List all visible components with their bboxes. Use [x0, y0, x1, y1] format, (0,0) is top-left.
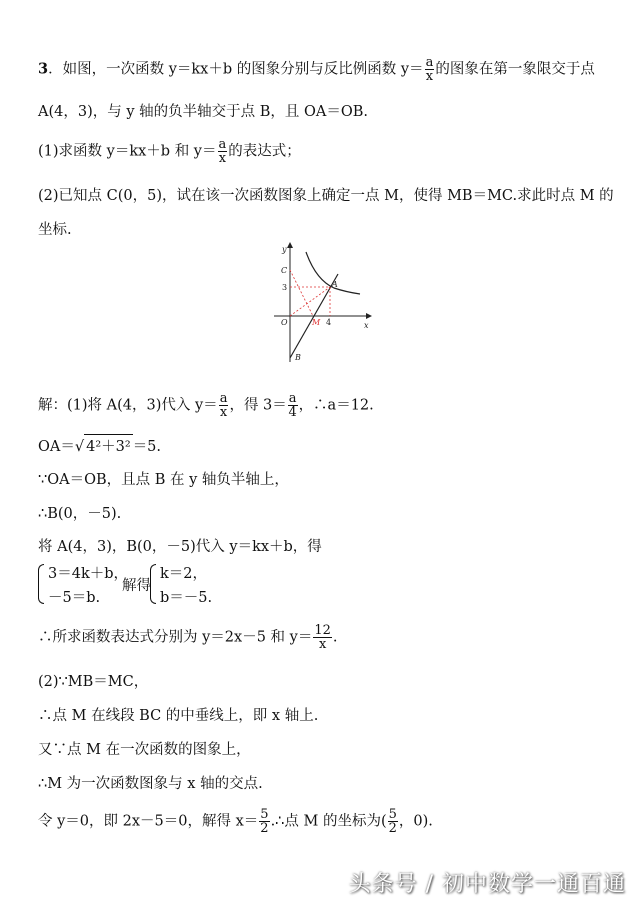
sqrt-expression: 4²＋3²: [84, 434, 133, 456]
solution-line-1: 解：(1)将 A(4，3)代入 y＝ $\frac{a}{x}$ ，得 3＝ $\frac{a}{4}$ ，∴a＝12.: [38, 391, 374, 420]
problem-line-1: 3．如图，一次函数 y＝kx＋b 的图象分别与反比例函数 y＝ $\frac{a}{x}$ 的图象在第一象限交于点: [38, 55, 595, 84]
left-brace: [38, 564, 44, 604]
dashed-segment-CM: [290, 270, 313, 316]
label-y: y: [282, 245, 287, 254]
label-3: 3: [282, 283, 288, 292]
solution-line-11: 令 y＝0，即 2x－5＝0，解得 x＝ $\frac{5}{2}$ .∴点 M 的坐标为( $\frac{5}{2}$ ，0).: [38, 807, 433, 836]
problem-line-2: A(4，3)，与 y 轴的负半轴交于点 B，且 OA＝OB.: [38, 104, 369, 120]
label-C: C: [281, 266, 288, 275]
label-4: 4: [326, 318, 332, 327]
solution-line-8: ∴点 M 在线段 BC 的中垂线上，即 x 轴上.: [38, 708, 319, 724]
solution-line-2: OA＝√ 4²＋3² ＝5.: [38, 434, 161, 456]
system2-line2: b＝－5.: [160, 590, 213, 606]
label-A: A: [332, 280, 338, 289]
system1-line1: 3＝4k＋b，: [48, 566, 129, 582]
x-axis-arrow: [366, 313, 372, 319]
fraction: $\frac{a}{4}$: [288, 391, 297, 420]
solution-line-7: (2)∵MB＝MC，: [38, 674, 149, 690]
y-axis-arrow: [287, 242, 293, 248]
fraction: $\frac{a}{x}$: [218, 137, 227, 166]
label-O: O: [281, 318, 288, 327]
fraction: $\frac{12}{x}$: [314, 623, 331, 652]
fraction: $\frac{a}{x}$: [219, 391, 228, 420]
label-B: B: [295, 353, 301, 362]
solution-line-3: ∵OA＝OB，且点 B 在 y 轴负半轴上，: [38, 472, 289, 488]
fraction: $\frac{5}{2}$: [388, 807, 397, 836]
system2-line1: k＝2，: [160, 566, 208, 582]
solve-label: 解得: [122, 578, 151, 594]
label-M: M: [312, 318, 321, 327]
solution-line-10: ∴M 为一次函数图象与 x 轴的交点.: [38, 776, 263, 792]
fraction: $\frac{a}{x}$: [425, 55, 434, 84]
question-1: (1)求函数 y＝kx＋b 和 y＝ $\frac{a}{x}$ 的表达式；: [38, 137, 301, 166]
dashed-segment-OA: [290, 287, 330, 316]
question-2-line-1: (2)已知点 C(0，5)，试在该一次函数图象上确定一点 M，使得 MB＝MC.求此时点 M 的: [38, 188, 614, 204]
solution-line-4: ∴B(0，－5).: [38, 506, 122, 522]
equation-system-block: [38, 562, 298, 608]
label-x: x: [364, 321, 369, 330]
right-brace: [150, 564, 156, 604]
fraction: $\frac{5}{2}$: [260, 807, 269, 836]
problem-number: 3: [38, 60, 49, 78]
solution-line-5: 将 A(4，3)，B(0，－5)代入 y＝kx＋b，得: [38, 539, 322, 555]
function-graph-figure: [268, 240, 378, 370]
solution-line-9: 又∵点 M 在一次函数的图象上，: [38, 742, 251, 758]
solution-line-6: ∴所求函数表达式分别为 y＝2x－5 和 y＝ $\frac{12}{x}$ .: [38, 623, 338, 652]
watermark-text: 头条号 / 初中数学一通百通: [348, 872, 626, 897]
system1-line2: －5＝b.: [48, 590, 101, 606]
question-2-line-2: 坐标.: [38, 222, 72, 238]
